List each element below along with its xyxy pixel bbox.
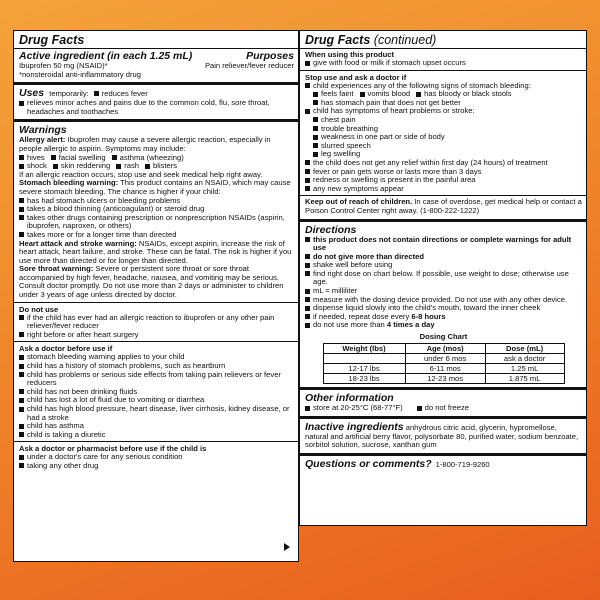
stop-use-item: the child does not get any relief within first day (24 hours) of treatment — [313, 157, 548, 167]
active-purpose: Pain reliever/fever reducer — [204, 61, 294, 70]
symptom: rash — [124, 161, 140, 171]
questions-heading: Questions or comments? — [305, 457, 432, 470]
column-header: Dose (mL) — [485, 344, 564, 354]
stomach-bleeding-warning: Stomach bleeding warning: This product contains an NSAID, which may cause severe stomach bleeding. The chance is higher if your child: — [19, 178, 291, 196]
keep-out-of-reach: Keep out of reach of children. In case of overdose, get medical help or contact a Poison Control Center right away. (1-800-222-1222) — [305, 197, 582, 215]
symptom: skin reddening — [60, 161, 111, 171]
stomach-item: takes more or for a longer time than directed — [27, 229, 177, 239]
inactive-ingredients-section — [300, 419, 586, 456]
uses-heading: Uses — [19, 87, 45, 100]
other-information-section — [300, 390, 586, 419]
bleeding-sign: feels faint — [321, 89, 354, 99]
ask-doctor-item: child has asthma — [27, 421, 84, 431]
directions-item: this product does not contain directions or complete warnings for adult use — [313, 234, 572, 253]
table-row — [323, 364, 564, 374]
inactive-ingredients: Inactive ingredients anhydrous citric acid, glycerin, hypromellose, natural and artificial berry flavor, polysorbate 80, purified water, sodium benzoate, sorbitol solution, sucrose, xanthan gum — [305, 420, 579, 450]
table-cell: 12-23 mos — [405, 374, 485, 384]
active-ingredient-section — [14, 31, 298, 85]
heart-symptom: leg swelling — [321, 149, 361, 159]
bleeding-sign: has bloody or black stools — [424, 89, 512, 99]
active-ingredient-line: Ibuprofen 50 mg (NSAID)* — [19, 61, 108, 70]
dosing-chart-table — [323, 343, 565, 384]
other-information-item: store at 20-25°C (68-77°F) — [313, 403, 403, 413]
directions-item: find right dose on chart below. If possible, use weight to dose; otherwise use age. — [313, 268, 569, 287]
allergy-after: If an allergic reaction occurs, stop use and seek medical help right away. — [19, 169, 263, 179]
table-cell: 18-23 lbs — [323, 374, 405, 384]
stomach-item: takes a blood thinning (anticoagulant) or steroid drug — [27, 204, 205, 214]
allergy-alert: Allergy alert: Ibuprofen may cause a severe allergic reaction, especially in people allergic to aspirin. Symptoms may include: — [19, 135, 271, 153]
symptom: facial swelling — [58, 152, 106, 162]
directions-item: mL = milliliter — [313, 286, 358, 296]
uses-temporarily: temporarily: — [49, 89, 89, 99]
other-information-item: do not freeze — [424, 403, 469, 413]
stop-use-item: fever or pain gets worse or lasts more than 3 days — [313, 166, 482, 176]
stomach-item: has had stomach ulcers or bleeding problems — [27, 195, 181, 205]
directions-item: shake well before using — [313, 260, 393, 270]
column-header: Age (mos) — [405, 344, 485, 354]
warnings-section — [14, 122, 298, 470]
directions-section — [300, 220, 586, 391]
stop-use-item: child experiences any of the following signs of stomach bleeding: — [313, 80, 531, 90]
ask-doctor-item: child has lost a lot of fluid due to vomiting or diarrhea — [27, 395, 205, 405]
other-information-row — [305, 404, 582, 413]
directions-item: dispense liquid slowly into the child's mouth, toward the inner cheek — [313, 303, 541, 313]
active-ingredient-heading: Active ingredient (in each 1.25 mL) — [19, 50, 193, 62]
drug-facts-continued-title: Drug Facts (continued) — [300, 34, 586, 49]
stop-use-item: any new symptoms appear — [313, 183, 404, 193]
purposes-heading: Purposes — [246, 50, 294, 62]
nsaid-footnote: *nonsteroidal anti-inflammatory drug — [19, 69, 141, 79]
do-not-use-item: if the child has ever had an allergic reaction to ibuprofen or any other pain reliever/fever reducer — [27, 312, 275, 331]
bullet-icon — [19, 101, 24, 106]
questions-section — [300, 456, 586, 473]
ask-pharmacist-heading: Ask a doctor or pharmacist before use if the child is — [19, 444, 207, 454]
directions-heading: Directions — [305, 223, 357, 236]
drug-facts-title: Drug Facts — [14, 34, 298, 49]
table-row — [323, 374, 564, 384]
uses-item: reduces fever — [101, 88, 148, 98]
directions-item: measure with the dosing device provided. Do not use with any other device. — [313, 294, 568, 304]
ask-doctor-item: child is taking a diuretic — [27, 429, 106, 439]
ask-doctor-item: child has problems or serious side effects from taking pain relievers or fever reducers — [27, 369, 281, 388]
heart-attack-warning: Heart attack and stroke warning: NSAIDs, except aspirin, increase the risk of heart attack, heart failure, and stroke. These can be fatal. The risk is higher if you use more than directed or for longer than directed. — [19, 238, 292, 265]
questions-phone: 1-800-719-9260 — [435, 459, 490, 469]
do-not-use-item: right before or after heart surgery — [27, 329, 139, 339]
heart-symptom: chest pain — [321, 114, 356, 124]
directions-item: do not give more than directed — [313, 251, 424, 261]
directions-item: do not use more than 4 times a day — [313, 320, 435, 330]
ask-doctor-item: child has a history of stomach problems, such as heartburn — [27, 361, 226, 371]
other-information-heading: Other information — [305, 392, 394, 405]
do-not-use-heading: Do not use — [19, 304, 59, 314]
table-cell: 1.25 mL — [485, 364, 564, 374]
bleeding-sign: has stomach pain that does not get better — [321, 97, 461, 107]
ask-pharmacist-item: taking any other drug — [27, 460, 99, 470]
sore-throat-warning: Sore throat warning: Severe or persistent sore throat or sore throat accompanied by high fever, headache, nausea, and vomiting may be serious. Consult doctor promptly. Do not use more than 2 days or administer to children under 3 years of age unless directed by doctor. — [19, 264, 284, 300]
bleeding-sign: vomits blood — [367, 89, 411, 99]
table-cell: ask a doctor — [485, 354, 564, 364]
when-using-heading: When using this product — [305, 50, 395, 59]
symptom: hives — [27, 152, 45, 162]
ask-doctor-item: child has not been drinking fluids — [27, 386, 138, 396]
drug-facts-left-panel — [13, 30, 299, 562]
uses-section — [14, 85, 298, 122]
dosing-chart-title: Dosing Chart — [419, 332, 468, 342]
continue-arrow-icon — [284, 543, 290, 551]
warnings-heading: Warnings — [19, 124, 67, 137]
heart-symptom: weakness in one part or side of body — [321, 132, 445, 142]
stop-use-item: redness or swelling is present in the painful area — [313, 175, 476, 185]
table-header-row — [323, 344, 564, 354]
ask-doctor-item: child has high blood pressure, heart disease, liver cirrhosis, kidney disease, or had a stroke — [27, 404, 290, 422]
heart-symptom: slurred speech — [321, 140, 371, 150]
heart-symptom: trouble breathing — [321, 123, 378, 133]
stop-use-heading: Stop use and ask a doctor if — [305, 72, 407, 82]
table-cell: 1.875 mL — [485, 374, 564, 384]
continued-section — [300, 31, 586, 220]
column-header: Weight (lbs) — [323, 344, 405, 354]
table-cell: 6-11 mos — [405, 364, 485, 374]
symptom: shock — [27, 161, 47, 171]
uses-item: relieves minor aches and pains due to the common cold, flu, sore throat, headaches and toothaches — [27, 98, 270, 116]
directions-item: if needed, repeat dose every 6-8 hours — [313, 311, 446, 321]
stop-use-item: child has symptoms of heart problems or stroke: — [313, 106, 475, 116]
symptom: blisters — [153, 161, 178, 171]
ask-pharmacist-item: under a doctor's care for any serious condition — [27, 452, 183, 462]
table-cell: under 6 mos — [405, 354, 485, 364]
ask-doctor-heading: Ask a doctor before use if — [19, 344, 113, 354]
table-row — [323, 354, 564, 364]
table-cell: 12-17 lbs — [323, 364, 405, 374]
symptom: asthma (wheezing) — [119, 152, 184, 162]
table-cell — [323, 354, 405, 364]
ask-doctor-item: stomach bleeding warning applies to your child — [27, 352, 185, 362]
stomach-item: takes other drugs containing prescription or nonprescription NSAIDs (aspirin, ibuprofen, naproxen, or others) — [27, 212, 285, 231]
bullet-icon — [94, 91, 99, 96]
drug-facts-right-panel — [299, 30, 587, 526]
when-using-item: give with food or milk if stomach upset occurs — [313, 58, 466, 67]
